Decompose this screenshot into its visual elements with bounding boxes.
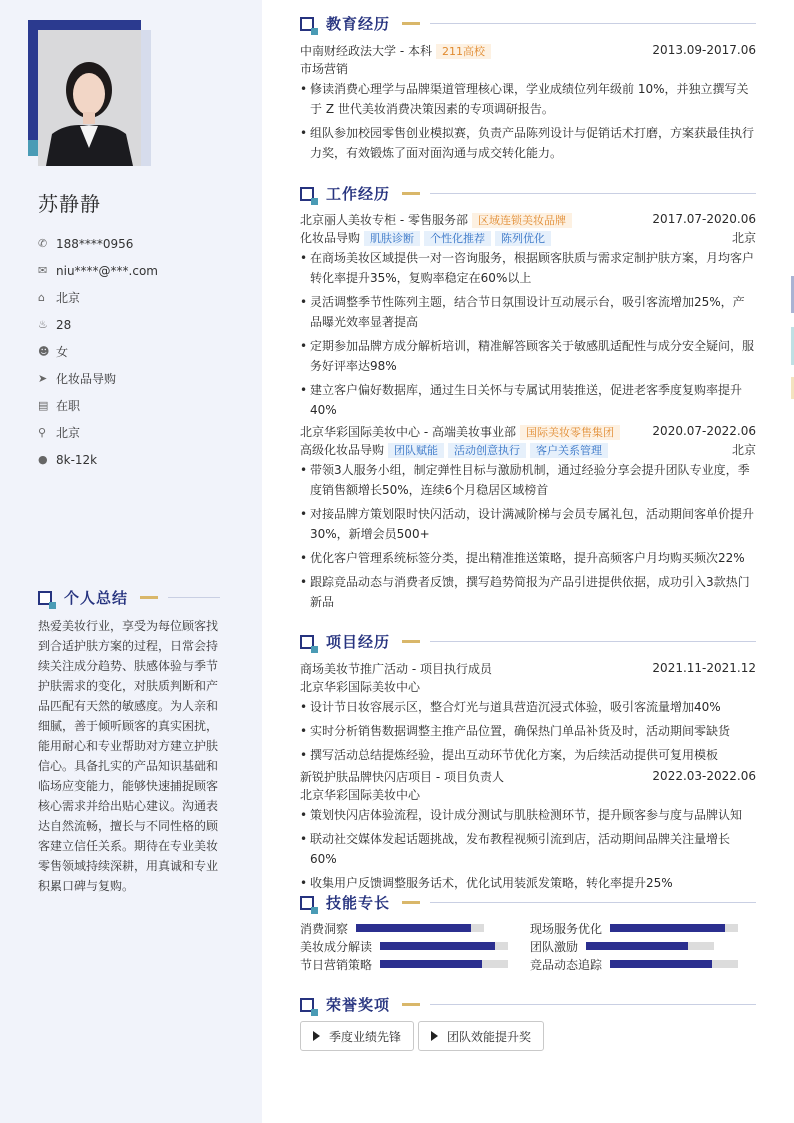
play-triangle-icon <box>431 1031 438 1041</box>
project-date: 2021.11-2021.12 <box>652 661 756 675</box>
awards-title: 荣誉奖项 <box>326 996 391 1014</box>
section-line <box>430 1004 756 1005</box>
info-email: ✉ niu****@***.com <box>38 263 158 278</box>
work-entry-2 <box>300 422 756 616</box>
job-role: 高级化妆品导购 <box>300 442 385 457</box>
list-item: • 策划快闪店体验流程，设计成分测试与肌肤检测环节，提升顾客参与度与品牌认知 <box>300 805 756 825</box>
section-square-icon <box>300 998 314 1012</box>
gold-divider <box>140 596 158 599</box>
skill-bar <box>586 942 714 950</box>
skill-item: 节日营销策略 <box>300 957 530 971</box>
section-square-icon <box>300 187 314 201</box>
skill-bar-fill <box>356 924 471 932</box>
list-item: • 优化客户管理系统标签分类，提出精准推送策略，提升高频客户月均购买频次22% <box>300 548 756 568</box>
work-entry-1 <box>300 210 756 424</box>
skills-grid <box>300 921 756 971</box>
skill-bar-fill <box>586 942 688 950</box>
award-badge: 团队效能提升奖 <box>418 1021 544 1051</box>
skill-bar-fill <box>610 924 725 932</box>
project-entry-1 <box>300 659 756 769</box>
send-icon: ➤ <box>38 372 48 385</box>
summary-title: 个人总结 <box>64 589 129 607</box>
section-square-icon <box>300 17 314 31</box>
skill-bar-fill <box>380 960 482 968</box>
project-date: 2022.03-2022.06 <box>652 769 756 783</box>
company-name: 北京华彩国际美妆中心 - 高端美妆事业部 <box>300 424 516 439</box>
location-icon: ⚲ <box>38 426 47 439</box>
skill-tag: 肌肤诊断 <box>364 231 420 246</box>
list-item: • 建立客户偏好数据库，通过生日关怀与专属试用装推送，促进老客季度复购率提升40% <box>300 380 756 420</box>
skill-tag: 客户关系管理 <box>530 443 608 458</box>
education-section-header <box>300 13 756 34</box>
project-name: 商场美妆节推广活动 - 项目执行成员 <box>300 661 492 676</box>
skill-bar <box>380 960 508 968</box>
education-bullets <box>300 79 756 163</box>
list-item: • 收集用户反馈调整服务话术，优化试用装派发策略，转化率提升25% <box>300 873 756 893</box>
job-bullets <box>300 460 756 612</box>
list-item: • 修读消费心理学与品牌渠道管理核心课，学业成绩位列年级前 10%，并独立撰写关于 Z 世代美妆消费决策因素的专项调研报告。 <box>300 79 756 119</box>
section-line <box>430 902 756 903</box>
cake-icon: ♨ <box>38 318 48 331</box>
list-item: • 撰写活动总结提炼经验，提出互动环节优化方案，为后续活动提供可复用模板 <box>300 745 756 765</box>
sidebar <box>0 0 262 1123</box>
info-gender: ☻ 女 <box>38 345 69 359</box>
section-line <box>430 641 756 642</box>
company-name: 北京丽人美妆专柜 - 零售服务部 <box>300 212 468 227</box>
company-tag: 国际美妆零售集团 <box>520 425 620 440</box>
gold-divider <box>402 1003 420 1006</box>
candidate-name: 苏静静 <box>38 192 101 216</box>
home-icon: ⌂ <box>38 291 45 304</box>
list-item: • 定期参加品牌方成分解析培训，精准解答顾客关于敏感肌适配性与成分安全疑问，服务好评率达98% <box>300 336 756 376</box>
skill-item: 美妆成分解读 <box>300 939 530 953</box>
list-item: • 跟踪竞品动态与消费者反馈，撰写趋势简报为产品引进提供依据，成功引入3款热门新品 <box>300 572 756 612</box>
gold-divider <box>402 640 420 643</box>
list-item: • 对接品牌方策划限时快闪活动，设计满减阶梯与会员专属礼包，活动期间客单价提升30%，新增会员500+ <box>300 504 756 544</box>
school-name: 中南财经政法大学 - 本科 <box>300 43 432 58</box>
job-city: 北京 <box>731 442 756 457</box>
contact-info-list <box>38 230 238 473</box>
list-item: • 在商场美妆区域提供一对一咨询服务，根据顾客肤质与需求定制护肤方案，月均客户转化率提升35%，复购率稳定在60%以上 <box>300 248 756 288</box>
section-line <box>168 597 220 598</box>
project-bullets <box>300 697 756 765</box>
gold-divider <box>402 901 420 904</box>
summary-text: 热爱美妆行业，享受为每位顾客找到合适护肤方案的过程，日常会持续关注成分趋势、肤感体验与季节护肤需求的变化，对肤质判断和产品匹配有天然的敏感度。为人亲和细腻，善于倾听顾客的真实困扰，能用耐心和专业帮助对方建立护肤信心。具备扎实的产品知识基础和临场应变能力，能够快速捕捉顾客核心需求并给出贴心建议。沟通表达自然流畅，擅长与不同性格的顾客建立信任关系。期待在专业美妆零售领域持续深耕，用真诚和专业积累口碑与复购。 <box>38 619 219 893</box>
play-triangle-icon <box>313 1031 320 1041</box>
school-tag: 211高校 <box>436 44 491 59</box>
info-status: ▤ 在职 <box>38 399 81 413</box>
phone-icon: ✆ <box>38 237 48 250</box>
info-phone: ✆ 188****0956 <box>38 236 134 251</box>
work-title: 工作经历 <box>326 185 391 203</box>
skills-title: 技能专长 <box>326 894 391 912</box>
list-item: • 实时分析销售数据调整主推产品位置，确保热门单品补货及时，活动期间零缺货 <box>300 721 756 741</box>
skill-bar-fill <box>380 942 495 950</box>
projects-section-header <box>300 631 756 652</box>
awards-section-header <box>300 994 756 1015</box>
skill-tag: 活动创意执行 <box>448 443 526 458</box>
info-hometown: ⌂ 北京 <box>38 291 81 305</box>
education-date: 2013.09-2017.06 <box>652 43 756 57</box>
awards-list <box>300 1021 756 1051</box>
skills-section-header <box>300 892 756 913</box>
job-city: 北京 <box>731 230 756 245</box>
section-square-icon <box>300 896 314 910</box>
award-badge: 季度业绩先锋 <box>300 1021 414 1051</box>
list-item: • 组队参加校园零售创业模拟赛，负责产品陈列设计与促销话术打磨，方案获最佳执行力奖，有效锻炼了面对面沟通与成交转化能力。 <box>300 123 756 163</box>
section-line <box>430 23 756 24</box>
skill-item: 消费洞察 <box>300 921 530 935</box>
skill-item: 团队激励 <box>530 939 756 953</box>
mail-icon: ✉ <box>38 264 48 277</box>
skill-tag: 陈列优化 <box>495 231 551 246</box>
education-title: 教育经历 <box>326 15 391 33</box>
skill-bar <box>610 924 738 932</box>
skill-tag: 个性化推荐 <box>424 231 491 246</box>
project-bullets <box>300 805 756 893</box>
section-square-icon <box>38 591 52 605</box>
skill-tag: 团队赋能 <box>388 443 444 458</box>
gender-icon: ☻ <box>38 345 50 358</box>
list-item: • 联动社交媒体发起话题挑战，发布教程视频引流到店，活动期间品牌关注量增长60% <box>300 829 756 869</box>
job-bullets <box>300 248 756 420</box>
project-name: 新锐护肤品牌快闪店项目 - 项目负责人 <box>300 769 504 784</box>
major: 市场营销 <box>300 61 349 76</box>
project-org: 北京华彩国际美妆中心 <box>300 787 421 802</box>
list-item: • 设计节日妆容展示区，整合灯光与道具营造沉浸式体验，吸引客流量增加40% <box>300 697 756 717</box>
job-date: 2017.07-2020.06 <box>652 212 756 226</box>
projects-title: 项目经历 <box>326 633 391 651</box>
list-item: • 带领3人服务小组，制定弹性目标与激励机制，通过经验分享会提升团队专业度，季度销售额增长50%，连续6个月稳居区域榜首 <box>300 460 756 500</box>
skill-bar-fill <box>610 960 712 968</box>
info-location: ⚲ 北京 <box>38 426 81 440</box>
summary-section-header <box>38 587 220 608</box>
project-org: 北京华彩国际美妆中心 <box>300 679 421 694</box>
work-section-header <box>300 183 756 204</box>
section-line <box>430 193 756 194</box>
skill-bar <box>610 960 738 968</box>
skill-bar <box>380 942 508 950</box>
skill-item: 竞品动态追踪 <box>530 957 756 971</box>
info-salary: ● 8k-12k <box>38 452 98 467</box>
education-entry <box>300 41 756 167</box>
gold-divider <box>402 22 420 25</box>
section-square-icon <box>300 635 314 649</box>
salary-icon: ● <box>38 453 48 466</box>
skill-bar <box>356 924 484 932</box>
gold-divider <box>402 192 420 195</box>
job-date: 2020.07-2022.06 <box>652 424 756 438</box>
skill-item: 现场服务优化 <box>530 921 756 935</box>
project-entry-2 <box>300 767 756 897</box>
job-role: 化妆品导购 <box>300 230 361 245</box>
list-item: • 灵活调整季节性陈列主题，结合节日氛围设计互动展示台，吸引客流增加25%，产品曝光效率显著提高 <box>300 292 756 332</box>
info-position: ➤ 化妆品导购 <box>38 372 117 386</box>
info-age: ♨ 28 <box>38 317 72 332</box>
company-tag: 区域连锁美妆品牌 <box>472 213 572 228</box>
portrait-photo <box>38 30 141 166</box>
briefcase-icon: ▤ <box>38 399 49 412</box>
